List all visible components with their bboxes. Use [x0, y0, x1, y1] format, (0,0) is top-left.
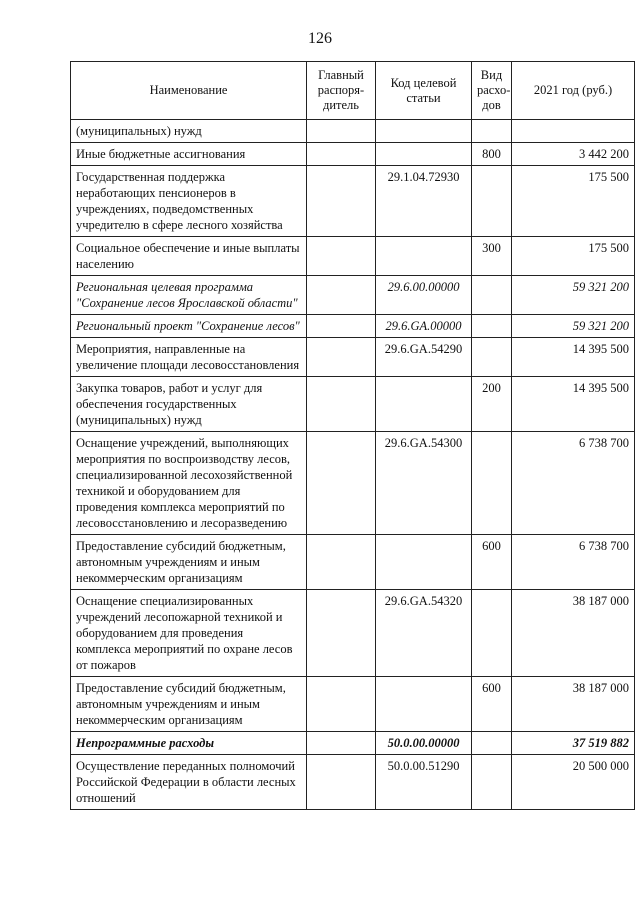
row-type-cell: 600	[472, 535, 512, 590]
row-name-cell: Осуществление переданных полномочий Российской Федерации в области лесных отношений	[71, 755, 307, 810]
row-code-cell	[376, 143, 472, 166]
table-row	[71, 120, 635, 143]
header-code: Код целевой статьи	[376, 62, 472, 120]
table-row	[71, 237, 635, 276]
row-type-cell	[472, 732, 512, 755]
row-code-cell: 29.6.GA.54290	[376, 338, 472, 377]
row-type-cell	[472, 755, 512, 810]
row-amount-cell	[512, 120, 635, 143]
table-row	[71, 755, 635, 810]
row-manager-cell	[307, 120, 376, 143]
row-type-cell: 200	[472, 377, 512, 432]
row-code-cell: 50.0.00.51290	[376, 755, 472, 810]
row-code-cell: 29.6.00.00000	[376, 276, 472, 315]
row-amount-cell: 6 738 700	[512, 535, 635, 590]
row-code-cell: 50.0.00.00000	[376, 732, 472, 755]
table-body	[71, 120, 635, 810]
row-manager-cell	[307, 338, 376, 377]
row-type-cell	[472, 166, 512, 237]
budget-table	[70, 61, 635, 810]
row-type-cell: 300	[472, 237, 512, 276]
row-amount-cell: 38 187 000	[512, 590, 635, 677]
header-type: Вид расхо-дов	[472, 62, 512, 120]
row-amount-cell: 59 321 200	[512, 276, 635, 315]
row-amount-cell: 3 442 200	[512, 143, 635, 166]
row-name-cell: Социальное обеспечение и иные выплаты населению	[71, 237, 307, 276]
row-amount-cell: 37 519 882	[512, 732, 635, 755]
row-name-cell: Государственная поддержка неработающих пенсионеров в учреждениях, подведомственных учредителю в сфере лесного хозяйства	[71, 166, 307, 237]
table-row	[71, 432, 635, 535]
row-manager-cell	[307, 166, 376, 237]
table-row	[71, 590, 635, 677]
row-amount-cell: 20 500 000	[512, 755, 635, 810]
row-type-cell	[472, 120, 512, 143]
row-code-cell	[376, 377, 472, 432]
row-name-cell: Региональный проект "Сохранение лесов"	[71, 315, 307, 338]
row-name-cell: Предоставление субсидий бюджетным, автономным учреждениям и иным некоммерческим организациям	[71, 535, 307, 590]
row-type-cell	[472, 590, 512, 677]
row-amount-cell: 38 187 000	[512, 677, 635, 732]
table-row	[71, 677, 635, 732]
row-amount-cell: 175 500	[512, 166, 635, 237]
row-amount-cell: 175 500	[512, 237, 635, 276]
row-type-cell: 800	[472, 143, 512, 166]
row-name-cell: Предоставление субсидий бюджетным, автономным учреждениям и иным некоммерческим организациям	[71, 677, 307, 732]
row-name-cell: Региональная целевая программа "Сохранение лесов Ярославской области"	[71, 276, 307, 315]
row-manager-cell	[307, 276, 376, 315]
row-type-cell: 600	[472, 677, 512, 732]
row-code-cell: 29.6.GA.54320	[376, 590, 472, 677]
header-name: Наименование	[71, 62, 307, 120]
row-manager-cell	[307, 315, 376, 338]
row-code-cell	[376, 535, 472, 590]
row-name-cell: Мероприятия, направленные на увеличение площади лесовосстановления	[71, 338, 307, 377]
table-header-row	[71, 62, 635, 120]
row-manager-cell	[307, 237, 376, 276]
row-type-cell	[472, 338, 512, 377]
row-manager-cell	[307, 677, 376, 732]
header-manager: Главный распоря-дитель	[307, 62, 376, 120]
header-amount: 2021 год (руб.)	[512, 62, 635, 120]
row-name-cell: Непрограммные расходы	[71, 732, 307, 755]
row-amount-cell: 14 395 500	[512, 377, 635, 432]
row-manager-cell	[307, 432, 376, 535]
row-manager-cell	[307, 143, 376, 166]
row-type-cell	[472, 432, 512, 535]
row-code-cell	[376, 677, 472, 732]
row-name-cell: Закупка товаров, работ и услуг для обеспечения государственных (муниципальных) нужд	[71, 377, 307, 432]
table-row	[71, 166, 635, 237]
table-row	[71, 143, 635, 166]
row-name-cell: (муниципальных) нужд	[71, 120, 307, 143]
row-manager-cell	[307, 732, 376, 755]
row-amount-cell: 14 395 500	[512, 338, 635, 377]
row-name-cell: Оснащение учреждений, выполняющих мероприятия по воспроизводству лесов, специализированной лесохозяйственной техникой и оборудованием для проведения комплекса мероприятий по лесовосстановлению и лесоразведению	[71, 432, 307, 535]
row-amount-cell: 6 738 700	[512, 432, 635, 535]
table-row	[71, 535, 635, 590]
table-row	[71, 377, 635, 432]
row-amount-cell: 59 321 200	[512, 315, 635, 338]
row-code-cell: 29.6.GA.54300	[376, 432, 472, 535]
row-name-cell: Иные бюджетные ассигнования	[71, 143, 307, 166]
table-row	[71, 732, 635, 755]
row-manager-cell	[307, 535, 376, 590]
table-row	[71, 276, 635, 315]
row-code-cell	[376, 237, 472, 276]
row-manager-cell	[307, 590, 376, 677]
row-code-cell: 29.6.GA.00000	[376, 315, 472, 338]
row-type-cell	[472, 315, 512, 338]
row-name-cell: Оснащение специализированных учреждений лесопожарной техникой и оборудованием для проведения комплекса мероприятий по охране лесов от пожаров	[71, 590, 307, 677]
table-row	[71, 338, 635, 377]
row-manager-cell	[307, 755, 376, 810]
page-number: 126	[308, 30, 332, 47]
row-manager-cell	[307, 377, 376, 432]
row-code-cell	[376, 120, 472, 143]
row-code-cell: 29.1.04.72930	[376, 166, 472, 237]
row-type-cell	[472, 276, 512, 315]
table-row	[71, 315, 635, 338]
